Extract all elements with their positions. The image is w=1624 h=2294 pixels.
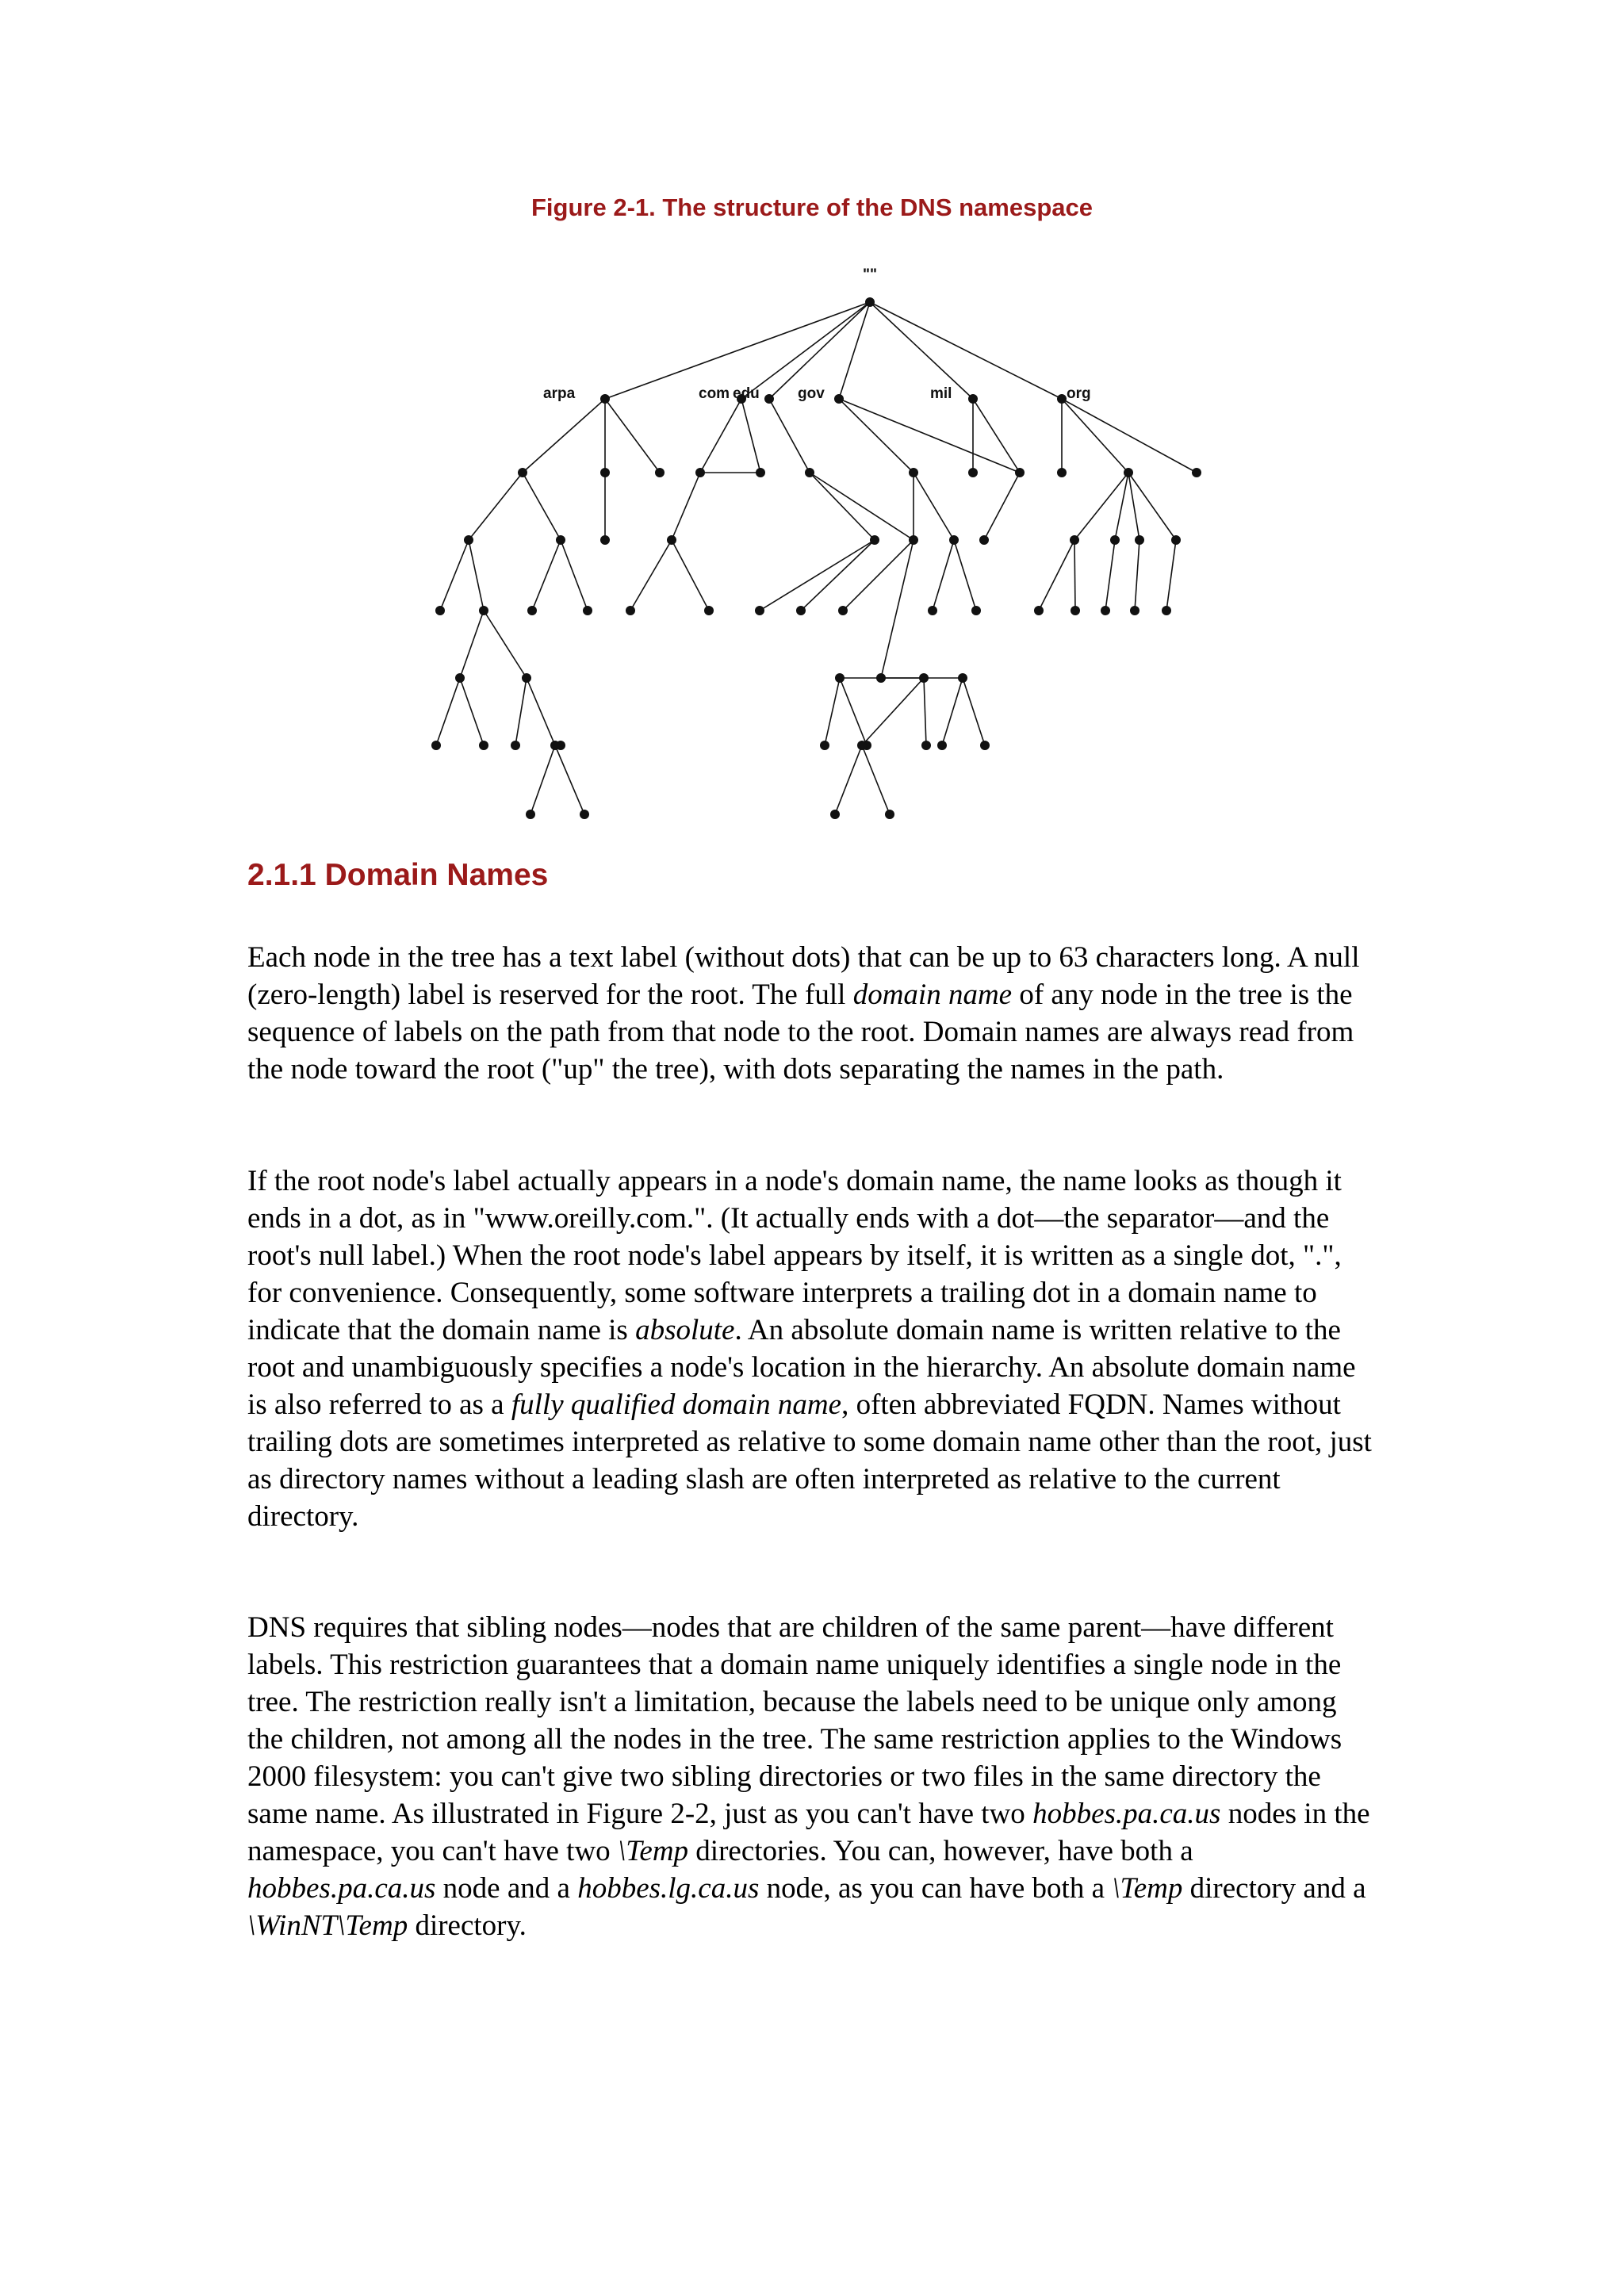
tree-node xyxy=(755,606,764,615)
tree-edge xyxy=(769,399,810,473)
tree-node xyxy=(885,810,894,819)
tree-node xyxy=(655,468,665,477)
tree-edge xyxy=(760,540,875,611)
tree-edge xyxy=(1062,399,1128,473)
tree-edge xyxy=(1074,473,1128,540)
tree-edge xyxy=(1039,540,1074,611)
tree-edge xyxy=(1166,540,1176,611)
tree-edge xyxy=(605,399,660,473)
tree-node xyxy=(435,606,445,615)
section-heading: 2.1.1 Domain Names xyxy=(247,858,549,892)
tree-node xyxy=(556,535,565,545)
tree-edge xyxy=(839,399,914,473)
tree-edge xyxy=(523,473,561,540)
tree-edge xyxy=(1128,473,1139,540)
tree-root-label: "" xyxy=(862,266,878,283)
tree-edge xyxy=(1135,540,1139,611)
tree-node xyxy=(1015,468,1025,477)
tree-edge xyxy=(870,302,973,399)
text-run: directory and a xyxy=(1182,1872,1366,1905)
tree-edge xyxy=(469,473,523,540)
tree-edge xyxy=(555,745,584,814)
tree-edge xyxy=(984,473,1020,540)
tree-node xyxy=(479,741,488,750)
tree-edge xyxy=(460,611,484,678)
text-run: If the root node's label actually appears in a node's domain name, the name looks as though it ends in a dot, as in "www.oreilly.com.". (It actually ends with a dot—the separator—and the root's null label.) When the root node's label appears by itself, it is written as a single dot, ".", for convenience. Consequently, some software interprets a trailing dot in a domain name to indicate that the domain name is xyxy=(247,1165,1342,1346)
tree-edge xyxy=(1105,540,1115,611)
tree-node xyxy=(704,606,714,615)
dns-namespace-tree-diagram xyxy=(412,254,1221,833)
tree-node xyxy=(937,741,947,750)
tree-edge xyxy=(839,399,1020,473)
tree-node xyxy=(1057,394,1067,404)
tree-edge xyxy=(530,745,555,814)
tree-edge xyxy=(1074,540,1075,611)
tree-node xyxy=(949,535,959,545)
tree-node xyxy=(756,468,765,477)
tree-node xyxy=(857,741,867,750)
tree-node xyxy=(830,810,840,819)
tree-tld-label: mil xyxy=(930,385,952,402)
text-run: , often abbreviated FQDN. Names without trailing dots are sometimes interpreted as relative to some domain name other than the root, just as directory names without a leading slash are often interpreted as relative to the current directory. xyxy=(247,1388,1372,1533)
tree-node xyxy=(980,741,990,750)
tree-node xyxy=(600,394,610,404)
text-run: node, as you can have both a xyxy=(759,1872,1113,1905)
tree-node xyxy=(431,741,441,750)
tree-edge xyxy=(700,399,741,473)
tree-node xyxy=(838,606,848,615)
tree-edge xyxy=(741,302,870,399)
tree-node xyxy=(820,741,829,750)
italic-term: hobbes.pa.ca.us xyxy=(1032,1798,1221,1830)
tree-edge xyxy=(801,540,875,611)
tree-node xyxy=(526,810,535,819)
tree-edge xyxy=(605,302,870,399)
tree-node xyxy=(764,394,774,404)
tree-edge xyxy=(810,473,914,540)
tree-edge xyxy=(460,678,484,745)
tree-edge xyxy=(436,678,460,745)
tree-node xyxy=(667,535,676,545)
tree-node xyxy=(1110,535,1120,545)
tree-node xyxy=(600,468,610,477)
italic-term: \Temp xyxy=(1112,1872,1183,1905)
tree-node xyxy=(835,673,845,683)
tree-node xyxy=(1192,468,1201,477)
tree-edge xyxy=(741,399,760,473)
paragraph-absolute-names xyxy=(247,1162,1373,1535)
tree-node xyxy=(626,606,635,615)
tree-edge xyxy=(1115,473,1128,540)
text-run: DNS requires that sibling nodes—nodes that are children of the same parent—have different labels. This restriction guarantees that a domain name uniquely identifies a single node in the tree. The restriction really isn't a limitation, because the labels need to be unique only among the children, not among all the nodes in the tree. The same restriction applies to the Windows 2000 filesystem: you can't give two sibling directories or two files in the same directory the same name. As illustrated in Figure 2-2, just as you can't have two xyxy=(247,1611,1342,1830)
tree-edge xyxy=(515,678,527,745)
tree-edge xyxy=(825,678,840,745)
tree-node xyxy=(870,535,879,545)
tree-edge xyxy=(440,540,469,611)
tree-tld-label: gov xyxy=(798,385,825,402)
text-run: of any node in the tree is the sequence of labels on the path from that node to the root. Domain names are always read from the node toward the root ("up" the tree), with dots separating the names in the path. xyxy=(247,978,1354,1086)
tree-node xyxy=(1124,468,1133,477)
tree-node xyxy=(580,810,589,819)
text-run: directory. xyxy=(408,1909,527,1942)
tree-node xyxy=(971,606,981,615)
tree-node xyxy=(979,535,989,545)
tree-edge xyxy=(523,399,605,473)
tree-edge xyxy=(1062,399,1197,473)
paragraph-domain-name-definition xyxy=(247,939,1373,1088)
tree-tld-label: edu xyxy=(733,385,760,402)
tree-node xyxy=(1171,535,1181,545)
tree-edge xyxy=(630,540,672,611)
tree-node xyxy=(511,741,520,750)
tree-node xyxy=(958,673,967,683)
tree-edge xyxy=(862,678,924,745)
italic-term: \Temp xyxy=(617,1835,689,1867)
tree-node xyxy=(695,468,705,477)
tree-node xyxy=(600,535,610,545)
tree-node xyxy=(1070,535,1079,545)
tree-node xyxy=(921,741,931,750)
tree-tld-label: arpa xyxy=(543,385,576,402)
tree-edge xyxy=(862,745,890,814)
tree-edge xyxy=(840,678,867,745)
tree-node xyxy=(968,468,978,477)
italic-term: \WinNT\Temp xyxy=(247,1909,408,1942)
tree-node xyxy=(518,468,527,477)
tree-edge xyxy=(810,473,875,540)
tree-node xyxy=(527,606,537,615)
text-run: . An absolute domain name is written relative to the root and unambiguously specifies a node's location in the hierarchy. An absolute domain name is also referred to as a xyxy=(247,1314,1356,1421)
tree-edge xyxy=(469,540,484,611)
tree-edge xyxy=(835,745,862,814)
italic-term: domain name xyxy=(852,978,1013,1011)
tree-node xyxy=(522,673,531,683)
text-run: directories. You can, however, have both a xyxy=(688,1835,1193,1867)
figure-caption: Figure 2-1. The structure of the DNS namespace xyxy=(530,193,1093,221)
tree-edge xyxy=(532,540,561,611)
tree-edge xyxy=(933,540,954,611)
tree-edge xyxy=(527,678,555,745)
tree-node xyxy=(865,297,875,307)
text-run: node and a xyxy=(435,1872,578,1905)
tree-node xyxy=(464,535,473,545)
tree-node xyxy=(583,606,592,615)
tree-edge xyxy=(973,399,1020,473)
tree-node xyxy=(909,535,918,545)
tree-node xyxy=(1135,535,1144,545)
tree-edge xyxy=(843,540,914,611)
tree-edge xyxy=(484,611,527,678)
tree-edge xyxy=(942,678,963,745)
tree-node xyxy=(834,394,844,404)
tree-edge xyxy=(963,678,985,745)
tree-node xyxy=(876,673,886,683)
tree-node xyxy=(1162,606,1171,615)
tree-node xyxy=(805,468,814,477)
italic-term: hobbes.pa.ca.us xyxy=(247,1872,436,1905)
text-run: Each node in the tree has a text label (without dots) that can be up to 63 characters long. A null (zero-length) label is reserved for the root. The full xyxy=(247,941,1360,1011)
tree-node xyxy=(1057,468,1067,477)
tree-node xyxy=(919,673,929,683)
tree-edge xyxy=(954,540,976,611)
tree-node xyxy=(1071,606,1080,615)
italic-term: fully qualified domain name xyxy=(511,1388,842,1421)
italic-term: hobbes.lg.ca.us xyxy=(577,1872,760,1905)
tree-node xyxy=(796,606,806,615)
tree-node xyxy=(1101,606,1110,615)
tree-edge xyxy=(672,540,709,611)
tree-node xyxy=(479,606,488,615)
tree-node xyxy=(1034,606,1044,615)
tree-node xyxy=(909,468,918,477)
tree-node xyxy=(550,741,560,750)
tree-edge xyxy=(561,540,588,611)
tree-node xyxy=(455,673,465,683)
tree-edge xyxy=(914,473,954,540)
tree-node xyxy=(928,606,937,615)
text-run: nodes in the namespace, you can't have two xyxy=(247,1798,1370,1867)
tree-tld-label: com xyxy=(699,385,730,402)
tree-tld-label: org xyxy=(1067,385,1091,402)
tree-node xyxy=(968,394,978,404)
tree-edge xyxy=(672,473,700,540)
tree-node xyxy=(1130,606,1139,615)
tree-edge xyxy=(881,540,914,678)
italic-term: absolute xyxy=(635,1314,735,1346)
paragraph-sibling-labels xyxy=(247,1609,1373,1944)
tree-edge xyxy=(1128,473,1176,540)
tree-edge xyxy=(870,302,1062,399)
tree-edge xyxy=(924,678,926,745)
